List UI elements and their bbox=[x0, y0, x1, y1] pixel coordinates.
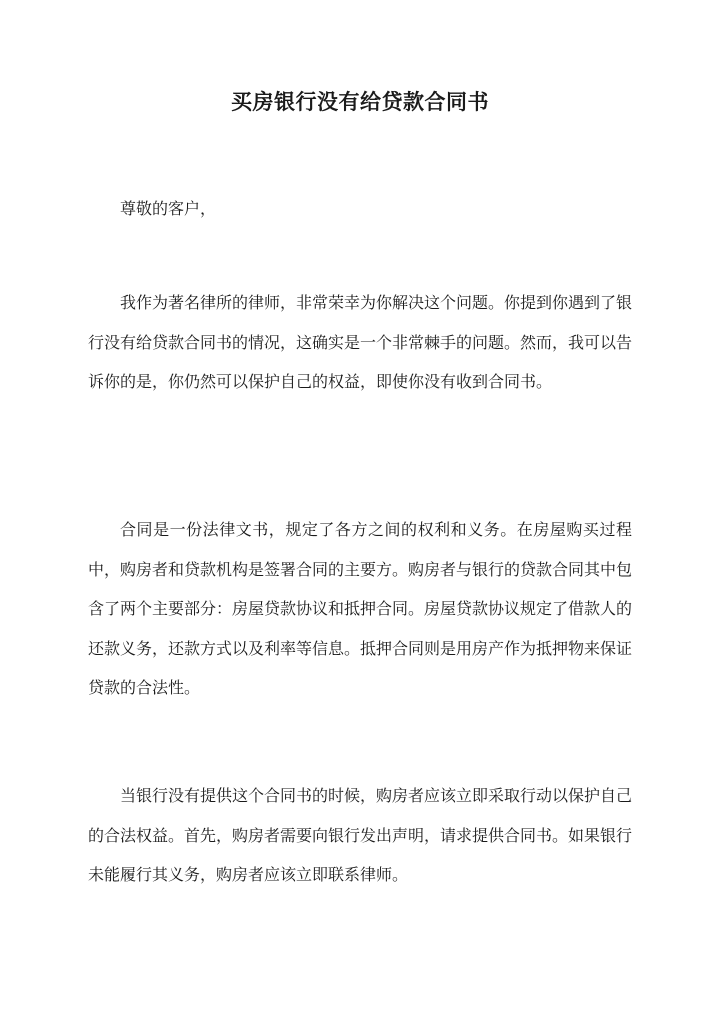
document-title: 买房银行没有给贷款合同书 bbox=[231, 89, 489, 114]
paragraph-2: 合同是一份法律文书，规定了各方之间的权利和义务。在房屋购买过程中，购房者和贷款机构是签署合同的主要方。购房者与银行的贷款合同其中包含了两个主要部分：房屋贷款协议和抵押合同。房屋贷款协议规定了借款人的还款义务，还款方式以及利率等信息。抵押合同则是用房产作为抵押物来保证贷款的合法性。 bbox=[88, 520, 633, 697]
paragraph-3: 当银行没有提供这个合同书的时候，购房者应该立即采取行动以保护自己的合法权益。首先，购房者需要向银行发出声明，请求提供合同书。如果银行未能履行其义务，购房者应该立即联系律师。 bbox=[88, 786, 633, 884]
paragraph-1: 我作为著名律所的律师，非常荣幸为你解决这个问题。你提到你遇到了银行没有给贷款合同书的情况，这确实是一个非常棘手的问题。然而，我可以告诉你的是，你仍然可以保护自己的权益，即使你没有收到合同书。 bbox=[88, 293, 633, 391]
greeting: 尊敬的客户， bbox=[120, 199, 217, 218]
